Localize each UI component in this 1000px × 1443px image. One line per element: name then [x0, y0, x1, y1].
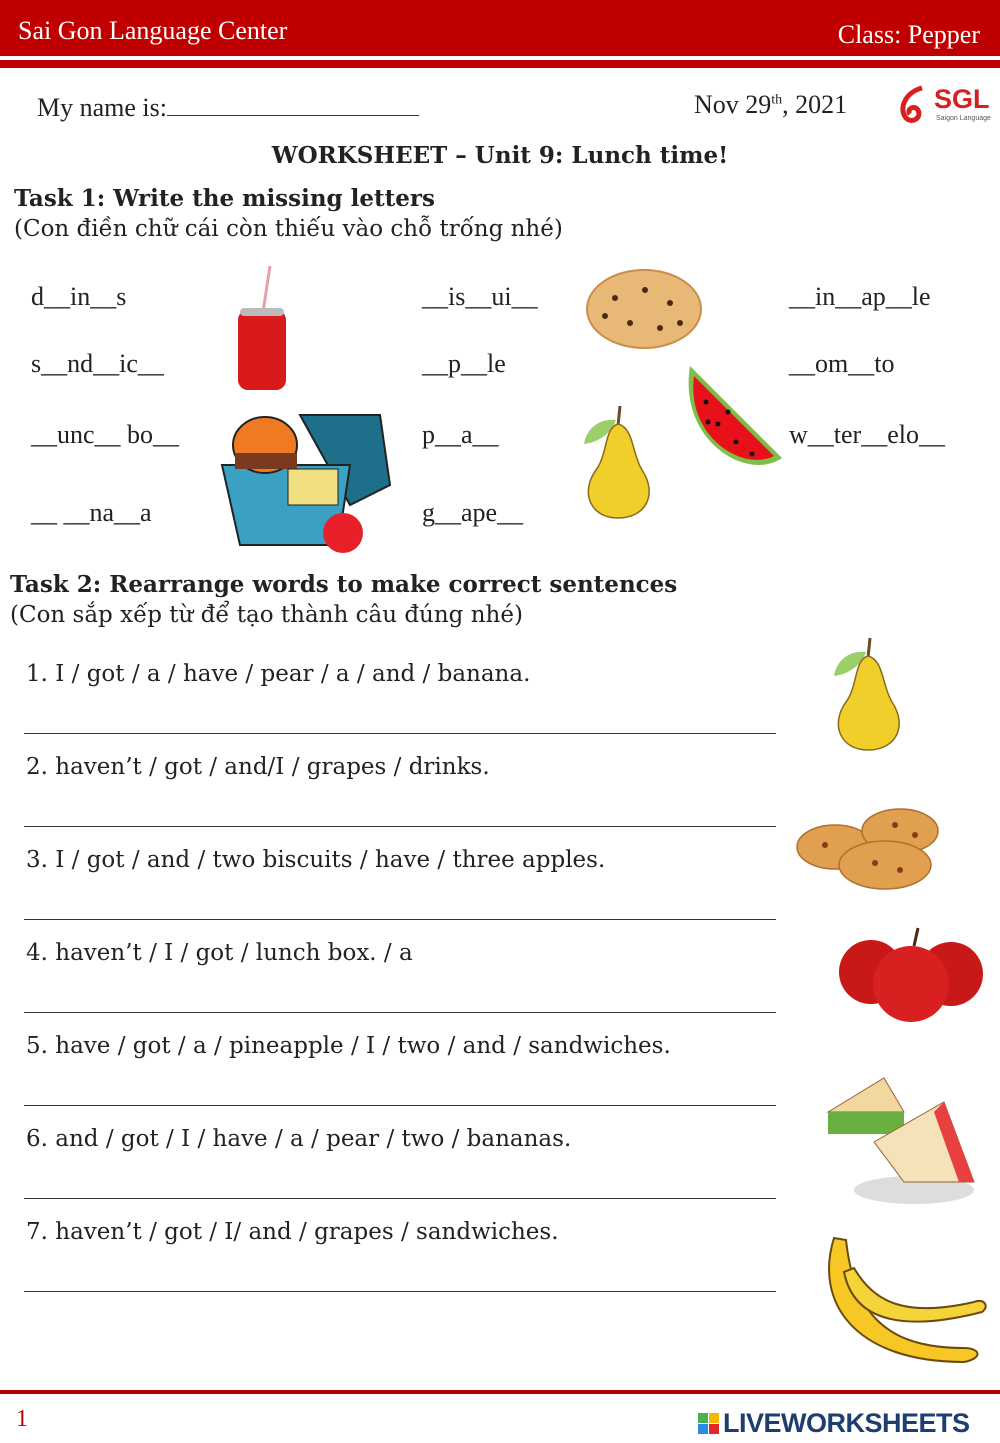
name-blank[interactable] [167, 92, 419, 116]
word-item[interactable]: __ __na__a [31, 498, 152, 527]
liveworksheets-logo: LIVEWORKSHEETS [698, 1408, 970, 1439]
sentence-prompt: 6. and / got / I / have / a / pear / two / bananas. [26, 1126, 572, 1152]
pear-image [578, 404, 658, 522]
word-item[interactable]: __p__le [422, 349, 506, 378]
biscuit-image [585, 268, 703, 350]
sgl-logo: SGL Saigon Language [896, 84, 996, 126]
answer-line[interactable] [24, 896, 776, 920]
school-name: Sai Gon Language Center [18, 16, 288, 45]
word-item[interactable]: __in__ap__le [789, 282, 931, 311]
sentence-prompt: 7. haven’t / got / I/ and / grapes / sandwiches. [26, 1219, 559, 1245]
lunch-box-image [220, 405, 392, 555]
word-item[interactable]: w__ter__elo__ [789, 420, 945, 449]
worksheet-title: WORKSHEET – Unit 9: Lunch time! [271, 142, 729, 169]
answer-line[interactable] [24, 989, 776, 1013]
word-item[interactable]: s__nd__ic__ [31, 349, 164, 378]
answer-line[interactable] [24, 1268, 776, 1292]
pear-image [826, 636, 908, 754]
header-divider [0, 60, 1000, 68]
word-item[interactable]: p__a__ [422, 420, 499, 449]
task1-subtitle: (Con điền chữ cái còn thiếu vào chỗ trống nhé) [14, 216, 563, 242]
word-item[interactable]: __is__ui__ [422, 282, 538, 311]
sentence-prompt: 5. have / got / a / pineapple / I / two / and / sandwiches. [26, 1033, 671, 1059]
task2-title: Task 2: Rearrange words to make correct sentences [10, 571, 678, 598]
class-name: Class: Pepper [837, 20, 980, 49]
task2-subtitle: (Con sắp xếp từ để tạo thành câu đúng nhé) [10, 602, 523, 628]
sandwiches-image [824, 1072, 980, 1208]
answer-line[interactable] [24, 710, 776, 734]
name-label: My name is: [37, 92, 419, 123]
cola-can-image [230, 262, 292, 394]
task1-title: Task 1: Write the missing letters [14, 185, 435, 212]
watermelon-image [678, 362, 786, 472]
word-item[interactable]: __unc__ bo__ [31, 420, 180, 449]
word-item[interactable]: d__in__s [31, 282, 127, 311]
page-number: 1 [16, 1406, 28, 1432]
sentence-prompt: 3. I / got / and / two biscuits / have / three apples. [26, 847, 606, 873]
word-item[interactable]: g__ape__ [422, 498, 524, 527]
answer-line[interactable] [24, 803, 776, 827]
apples-image [826, 924, 988, 1024]
sentence-prompt: 2. haven’t / got / and/I / grapes / drinks. [26, 754, 490, 780]
footer-divider [0, 1390, 1000, 1394]
answer-line[interactable] [24, 1175, 776, 1199]
biscuits-image [795, 805, 945, 893]
word-item[interactable]: __om__to [789, 349, 895, 378]
answer-line[interactable] [24, 1082, 776, 1106]
bananas-image [814, 1232, 990, 1374]
date: Nov 29th, 2021 [694, 90, 848, 119]
sentence-prompt: 4. haven’t / I / got / lunch box. / a [26, 940, 413, 966]
live-icon [698, 1413, 719, 1434]
sentence-prompt: 1. I / got / a / have / pear / a / and / banana. [26, 661, 531, 687]
